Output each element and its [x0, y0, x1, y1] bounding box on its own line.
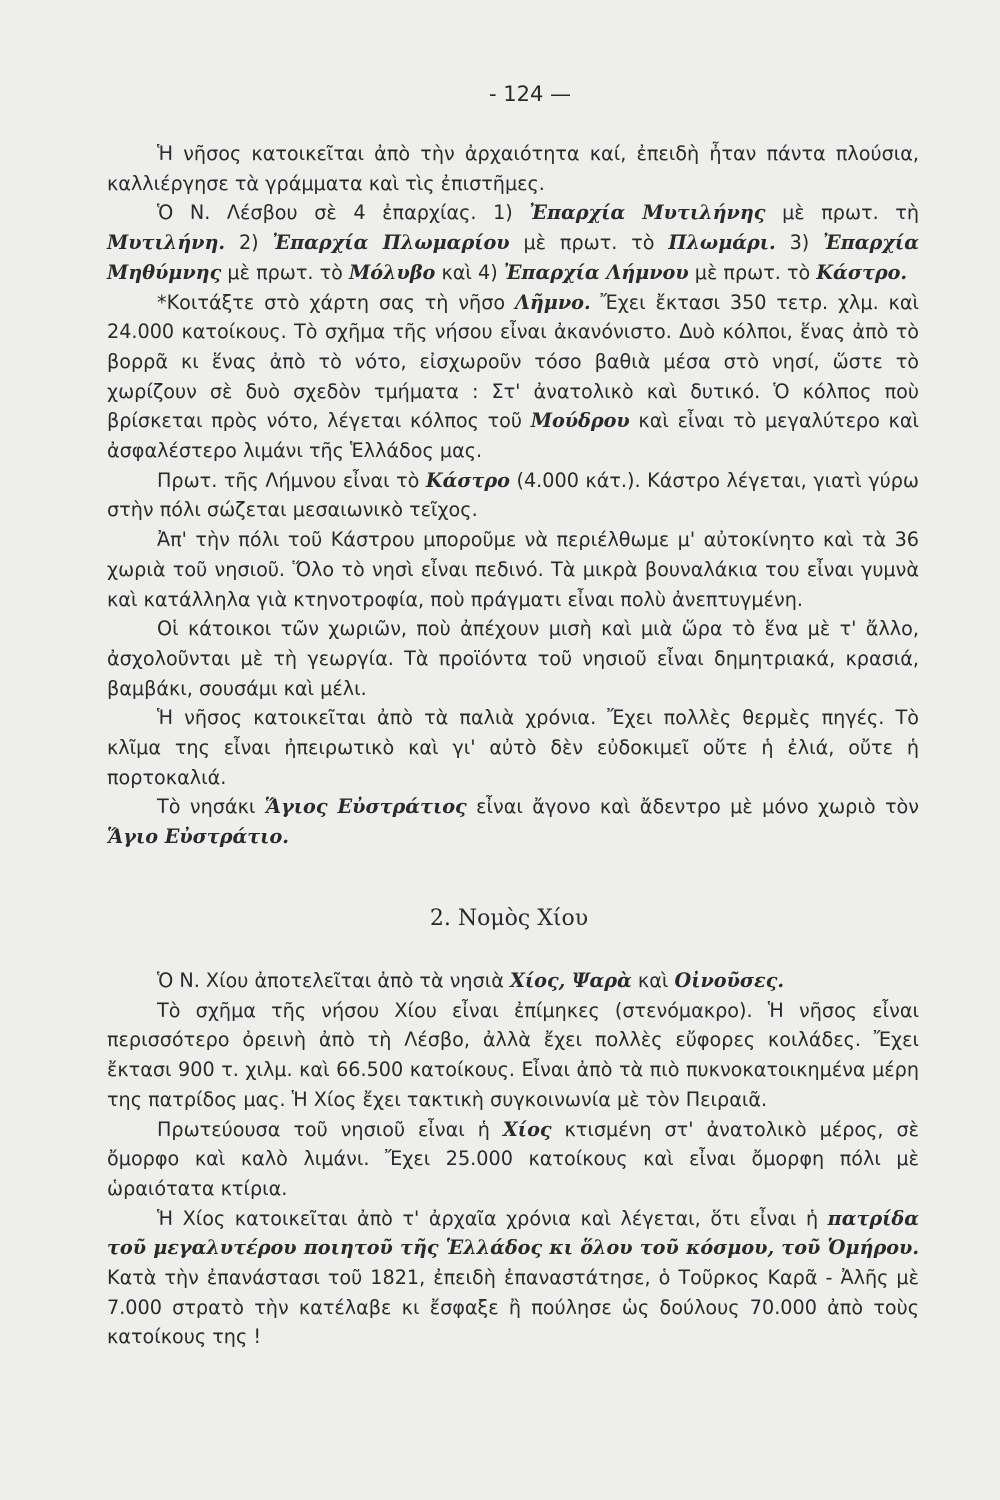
text-run: Ὁ Ν. Χίου ἀποτελεῖται ἀπὸ τὰ νησιὰ [157, 969, 510, 992]
text-run: 3) [775, 231, 824, 255]
lesbos-section [107, 139, 919, 852]
paragraph-text: Ἡ νῆσος κατοικεῖται ἀπὸ τὴν ἀρχαιότητα καί, ἐπειδὴ ἦταν πάντα πλούσια, καλλιέργησε τὰ γράμματα καὶ τὶς ἐπιστῆμες. [107, 142, 919, 195]
emphasis: Μόλυβο [349, 260, 436, 284]
chios-section [107, 966, 919, 1352]
paragraph [107, 288, 919, 466]
page-number: - 124 — [488, 82, 571, 106]
text-run: μὲ πρωτ. τὸ [509, 231, 669, 255]
emphasis: Χίος [502, 1117, 552, 1141]
text-run: *Κοιτάξτε στὸ χάρτη σας τὴ νῆσο [157, 290, 515, 314]
paragraph [107, 1115, 919, 1204]
emphasis: Χίος, Ψαρὰ [510, 969, 632, 992]
emphasis: Ἐπαρχία Πλωμαρίου [272, 231, 510, 255]
emphasis: Ἐπαρχία Μηθύμνης [107, 231, 919, 284]
text-run: κτισμένη στ' ἀνατολικὸ μέρος, σὲ ὄμορφο καὶ καλὸ λιμάνι. Ἔχει 25.000 κατοίκους καὶ εἶναι ὄμορφη πόλι μὲ ὡραιότατα κτίρια. [107, 1117, 920, 1200]
text-run: Ὁ Ν. Λέσβου σὲ 4 ἐπαρχίας. 1) [157, 201, 530, 225]
text-run: μὲ πρωτ. τὸ [221, 260, 350, 284]
emphasis: Λῆμνο. [514, 290, 591, 314]
text-run: Ἔχει ἔκτασι 350 τετρ. χλμ. καὶ 24.000 κατοίκους. Τὸ σχῆμα τῆς νήσου εἶναι ἀκανόνιστο. Δυὸ κόλποι, ἕνας ἀπὸ τὸ βορρᾶ κι ἕνας ἀπὸ τὸ νότο, εἰσχωροῦν τόσο βαθιὰ μέσα στὸ νησί, ὥστε τὸ χωρίζουν σὲ δυὸ σχεδὸν τμήματα : Στ' ἀνατολικὸ καὶ δυτικό. Ὁ κόλπος ποὺ βρίσκεται πρὸς νότο, λέγεται κόλπος τοῦ [107, 290, 920, 433]
emphasis: Οἰνοῦσες. [674, 969, 785, 992]
section-heading: 2. Νομὸς Χίου [429, 906, 589, 931]
text-run: καὶ εἶναι τὸ μεγαλύτερο καὶ ἀσφαλέστερο λιμάνι τῆς Ἑλλάδος μας. [107, 409, 919, 463]
paragraph [107, 703, 919, 792]
text-run: εἶναι ἄγονο καὶ ἄδεντρο μὲ μόνο χωριὸ τὸν [466, 795, 919, 819]
paragraph [107, 966, 919, 996]
text-run: μὲ πρωτ. τὸ [688, 260, 817, 284]
paragraph [107, 198, 919, 287]
paragraph [107, 525, 919, 614]
text-run: καὶ [631, 969, 675, 992]
paragraph [107, 139, 919, 198]
paragraph-text: Ἡ νῆσος κατοικεῖται ἀπὸ τὰ παλιὰ χρόνια. Ἔχει πολλὲς θερμὲς πηγές. Τὸ κλῖμα της εἶναι ἠπειρωτικὸ καὶ γι' αὐτὸ δὲν εὐδοκιμεῖ οὔτε ἡ ἐλιά, οὔτε ἡ πορτοκαλιά. [107, 706, 919, 789]
paragraph-text: Οἱ κάτοικοι τῶν χωριῶν, ποὺ ἀπέχουν μισὴ καὶ μιὰ ὥρα τὸ ἕνα μὲ τ' ἄλλο, ἀσχολοῦνται μὲ τὴ γεωργία. Τὰ προϊόντα τοῦ νησιοῦ εἶναι δημητριακά, κρασιά, βαμβάκι, σουσάμι καὶ μέλι. [107, 617, 919, 700]
text-run: (4.000 κάτ.). Κάστρο λέγεται, γιατὶ γύρω στὴν πόλι σώζεται μεσαιωνικὸ τεῖχος. [107, 468, 919, 522]
emphasis: Ἅγιο Εὐστράτιο. [107, 825, 289, 849]
paragraph [107, 1204, 919, 1353]
paragraph [107, 792, 919, 851]
emphasis: Ἅγιος Εὐστράτιος [264, 795, 467, 819]
emphasis: Μυτιλήνη. [107, 231, 226, 255]
emphasis: Μούδρου [530, 409, 630, 433]
paragraph [107, 466, 919, 525]
text-run: Ἡ Χίος κατοικεῖται ἀπὸ τ' ἀρχαῖα χρόνια καὶ λέγεται, ὅτι εἶναι ἡ [157, 1206, 828, 1230]
text-run: καὶ 4) [435, 260, 504, 284]
text-run: Κατὰ τὴν ἐπανάστασι τοῦ 1821, ἐπειδὴ ἐπαναστάτησε, ὁ Τοῦρκος Καρᾶ - Ἀλῆς μὲ 7.000 στρατὸ τὴν κατέλαβε κι ἔσφαξε ἢ πούλησε ὡς δούλους 70.000 ἀπὸ τοὺς κατοίκους της ! [107, 1266, 919, 1349]
emphasis: Πλωμάρι. [668, 231, 776, 255]
emphasis: Ἐπαρχία Μυτιλήνης [529, 201, 766, 225]
emphasis: Κάστρο [425, 468, 510, 492]
emphasis: Κάστρο. [816, 260, 908, 284]
text-run: Πρωτεύουσα τοῦ νησιοῦ εἶναι ἡ [157, 1117, 503, 1141]
paragraph-text: Ἀπ' τὴν πόλι τοῦ Κάστρου μποροῦμε νὰ περιέλθωμε μ' αὐτοκίνητο καὶ τὰ 36 χωριὰ τοῦ νησιοῦ. Ὅλο τὸ νησὶ εἶναι πεδινό. Τὰ μικρὰ βουναλάκια του εἶναι γυμνὰ καὶ κατάλληλα γιὰ κτηνοτροφία, ποὺ πράγματι εἶναι πολὺ ἀνεπτυγμένη. [107, 528, 919, 611]
text-run: Τὸ νησάκι [157, 795, 265, 819]
text-run: 2) [225, 231, 273, 255]
text-run: Πρωτ. τῆς Λήμνου εἶναι τὸ [157, 468, 426, 492]
paragraph [107, 996, 919, 1115]
paragraph-text: Τὸ σχῆμα τῆς νήσου Χίου εἶναι ἐπίμηκες (στενόμακρο). Ἡ νῆσος εἶναι περισσότερο ὀρεινὴ ἀπὸ τὴ Λέσβο, ἀλλὰ ἔχει πολλὲς εὔφορες κοιλάδες. Ἔχει ἔκτασι 900 τ. χιλμ. καὶ 66.500 κατοίκους. Εἶναι ἀπὸ τὰ πιὸ πυκνοκατοικημένα μέρη της πατρίδος μας. Ἡ Χίος ἔχει τακτικὴ συγκοινωνία μὲ τὸν Πειραιᾶ. [107, 998, 919, 1111]
emphasis: Ἐπαρχία Λήμνου [503, 260, 689, 284]
emphasis: πατρίδα τοῦ μεγαλυτέρου ποιητοῦ τῆς Ἑλλάδος κι ὅλου τοῦ κόσμου, τοῦ Ὁμήρου. [107, 1206, 919, 1260]
paragraph [107, 614, 919, 703]
text-run: μὲ πρωτ. τὴ [765, 201, 920, 225]
